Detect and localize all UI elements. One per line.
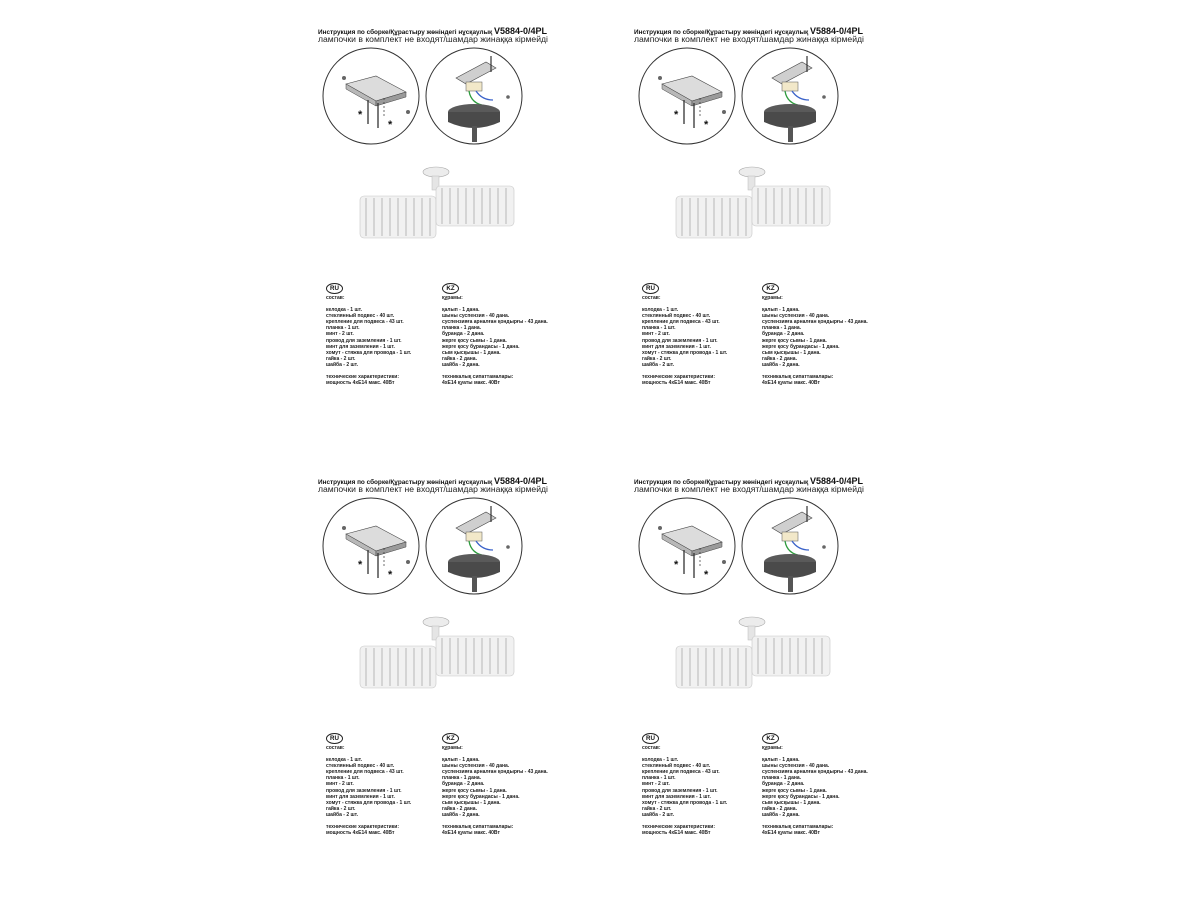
language-badge-kz: KZ xyxy=(442,733,459,744)
ru-section: состав: колодка - 1 шт. стеклянный подвес - 40 шт. крепление для подвеса - 43 шт. планка - 1 шт. винт - 2 шт. провод для заземления - 1 шт. винт для заземления - 1 шт. хомут - стяжка для провода - 1 шт. гайка - 2 шт. шайба - 2 шт. технические характеристики: мощность 4хЕ14 макс. 40Вт xyxy=(642,295,728,387)
instruction-page-top-right xyxy=(602,0,918,450)
chandelier-icon xyxy=(360,617,514,688)
wiring-canopy-icon xyxy=(742,498,838,594)
instruction-page-bottom-right xyxy=(602,450,918,900)
chandelier-icon xyxy=(676,617,830,688)
page-title: Инструкция по сборке/Құрастыру жөніндегі нұсқаулық V5884-0/4PL xyxy=(318,26,548,36)
ru-section: состав: келодка - 1 шт. стеклянный подвес - 40 шт. крепление для подвеса - 43 шт. планка - 1 шт. винт - 2 шт. провод для заземления - 1 шт. винт для заземления - 1 шт. хомут - стяжка для провода - 1 шт. гайка - 2 шт. шайба - 2 шт. технические характеристики: мощность 4хЕ14 макс. 40Вт xyxy=(326,745,412,837)
page-subtitle: лампочки в комплект не входят/шамдар жинаққа кірмейді xyxy=(318,34,548,44)
chandelier-icon xyxy=(676,167,830,238)
page-title: Инструкция по сборке/Құрастыру жөніндегі нұсқаулық V5884-0/4PL xyxy=(318,476,548,486)
mounting-bracket-icon xyxy=(323,48,419,144)
page-subtitle: лампочки в комплект не входят/шамдар жинаққа кірмейді xyxy=(318,484,548,494)
kz-section: құрамы: қалып - 1 дана. шыны суспензия - 40 дана. суспензияға арналған қондырғы - 43 дана. планка - 1 дана. бұранда - 2 дана. жерге қосу сымы - 1 дана. жерге қосу бұрандасы - 1 дана. сым қысқышы - 1 дана. гайка - 2 дана. шайба - 2 дана. техникалық сипаттамалары: 4хЕ14 қуаты макс. 40Вт xyxy=(762,295,868,387)
chandelier-icon xyxy=(360,167,514,238)
page-title: Инструкция по сборке/Құрастыру жөніндегі нұсқаулық V5884-0/4PL xyxy=(634,26,864,36)
svg-text:*: * xyxy=(388,119,393,131)
kz-section: құрамы: қалып - 1 дана. шыны суспензия - 40 дана. суспензияға арналған қондырғы - 43 дана. планка - 1 дана. бұранда - 2 дана. жерге қосу сымы - 1 дана. жерге қосу бұрандасы - 1 дана. сым қысқышы - 1 дана. гайка - 2 дана. шайба - 2 дана. техникалық сипаттамалары: 4хЕ14 қуаты макс. 40Вт xyxy=(762,745,868,837)
page-title: Инструкция по сборке/Құрастыру жөніндегі нұсқаулық V5884-0/4PL xyxy=(634,476,864,486)
page-subtitle: лампочки в комплект не входят/шамдар жинаққа кірмейді xyxy=(634,484,864,494)
language-badge-ru: RU xyxy=(642,283,659,294)
page-subtitle: лампочки в комплект не входят/шамдар жинаққа кірмейді xyxy=(634,34,864,44)
language-badge-ru: RU xyxy=(326,283,343,294)
svg-text:*: * xyxy=(674,109,679,121)
kz-section: құрамы: қалып - 1 дана. шыны суспензия - 40 дана. суспензияға арналған қондырғы - 43 дана. планка - 1 дана. бұранда - 2 дана. жерге қосу сымы - 1 дана. жерге қосу бұрандасы - 1 дана. сым қысқышы - 1 дана. гайка - 2 дана. шайба - 2 дана. техникалық сипаттамалары: 4хЕ14 қуаты макс. 40Вт xyxy=(442,295,548,387)
mounting-bracket-icon xyxy=(639,48,735,144)
ru-section: состав: келодка - 1 шт. стеклянный подвес - 40 шт. крепление для подвеса - 43 шт. планка - 1 шт. винт - 2 шт. провод для заземления - 1 шт. винт для заземления - 1 шт. хомут - стяжка для провода - 1 шт. гайка - 2 шт. шайба - 2 шт. технические характеристики: мощность 4хЕ14 макс. 40Вт xyxy=(326,295,412,387)
instruction-page-bottom-left xyxy=(286,450,602,900)
svg-text:*: * xyxy=(358,559,363,571)
svg-text:*: * xyxy=(704,119,709,131)
wiring-canopy-icon xyxy=(426,498,522,594)
wiring-canopy-icon xyxy=(426,48,522,144)
kz-section: құрамы: қалып - 1 дана. шыны суспензия - 40 дана. суспензияға арналған қондырғы - 43 дана. планка - 1 дана. бұранда - 2 дана. жерге қосу сымы - 1 дана. жерге қосу бұрандасы - 1 дана. сым қысқышы - 1 дана. гайка - 2 дана. шайба - 2 дана. техникалық сипаттамалары: 4хЕ14 қуаты макс. 40Вт xyxy=(442,745,548,837)
svg-text:*: * xyxy=(358,109,363,121)
svg-text:*: * xyxy=(674,559,679,571)
mounting-bracket-icon xyxy=(639,498,735,594)
wiring-canopy-icon xyxy=(742,48,838,144)
svg-text:*: * xyxy=(388,569,393,581)
language-badge-ru: RU xyxy=(642,733,659,744)
language-badge-kz: KZ xyxy=(762,733,779,744)
svg-text:*: * xyxy=(704,569,709,581)
language-badge-ru: RU xyxy=(326,733,343,744)
instruction-page-top-left xyxy=(286,0,602,450)
language-badge-kz: KZ xyxy=(762,283,779,294)
ru-section: состав: колодка - 1 шт. стеклянный подвес - 40 шт. крепление для подвеса - 43 шт. планка - 1 шт. винт - 2 шт. провод для заземления - 1 шт. винт для заземления - 1 шт. хомут - стяжка для провода - 1 шт. гайка - 2 шт. шайба - 2 шт. технические характеристики: мощность 4хЕ14 макс. 40Вт xyxy=(642,745,728,837)
language-badge-kz: KZ xyxy=(442,283,459,294)
mounting-bracket-icon xyxy=(323,498,419,594)
